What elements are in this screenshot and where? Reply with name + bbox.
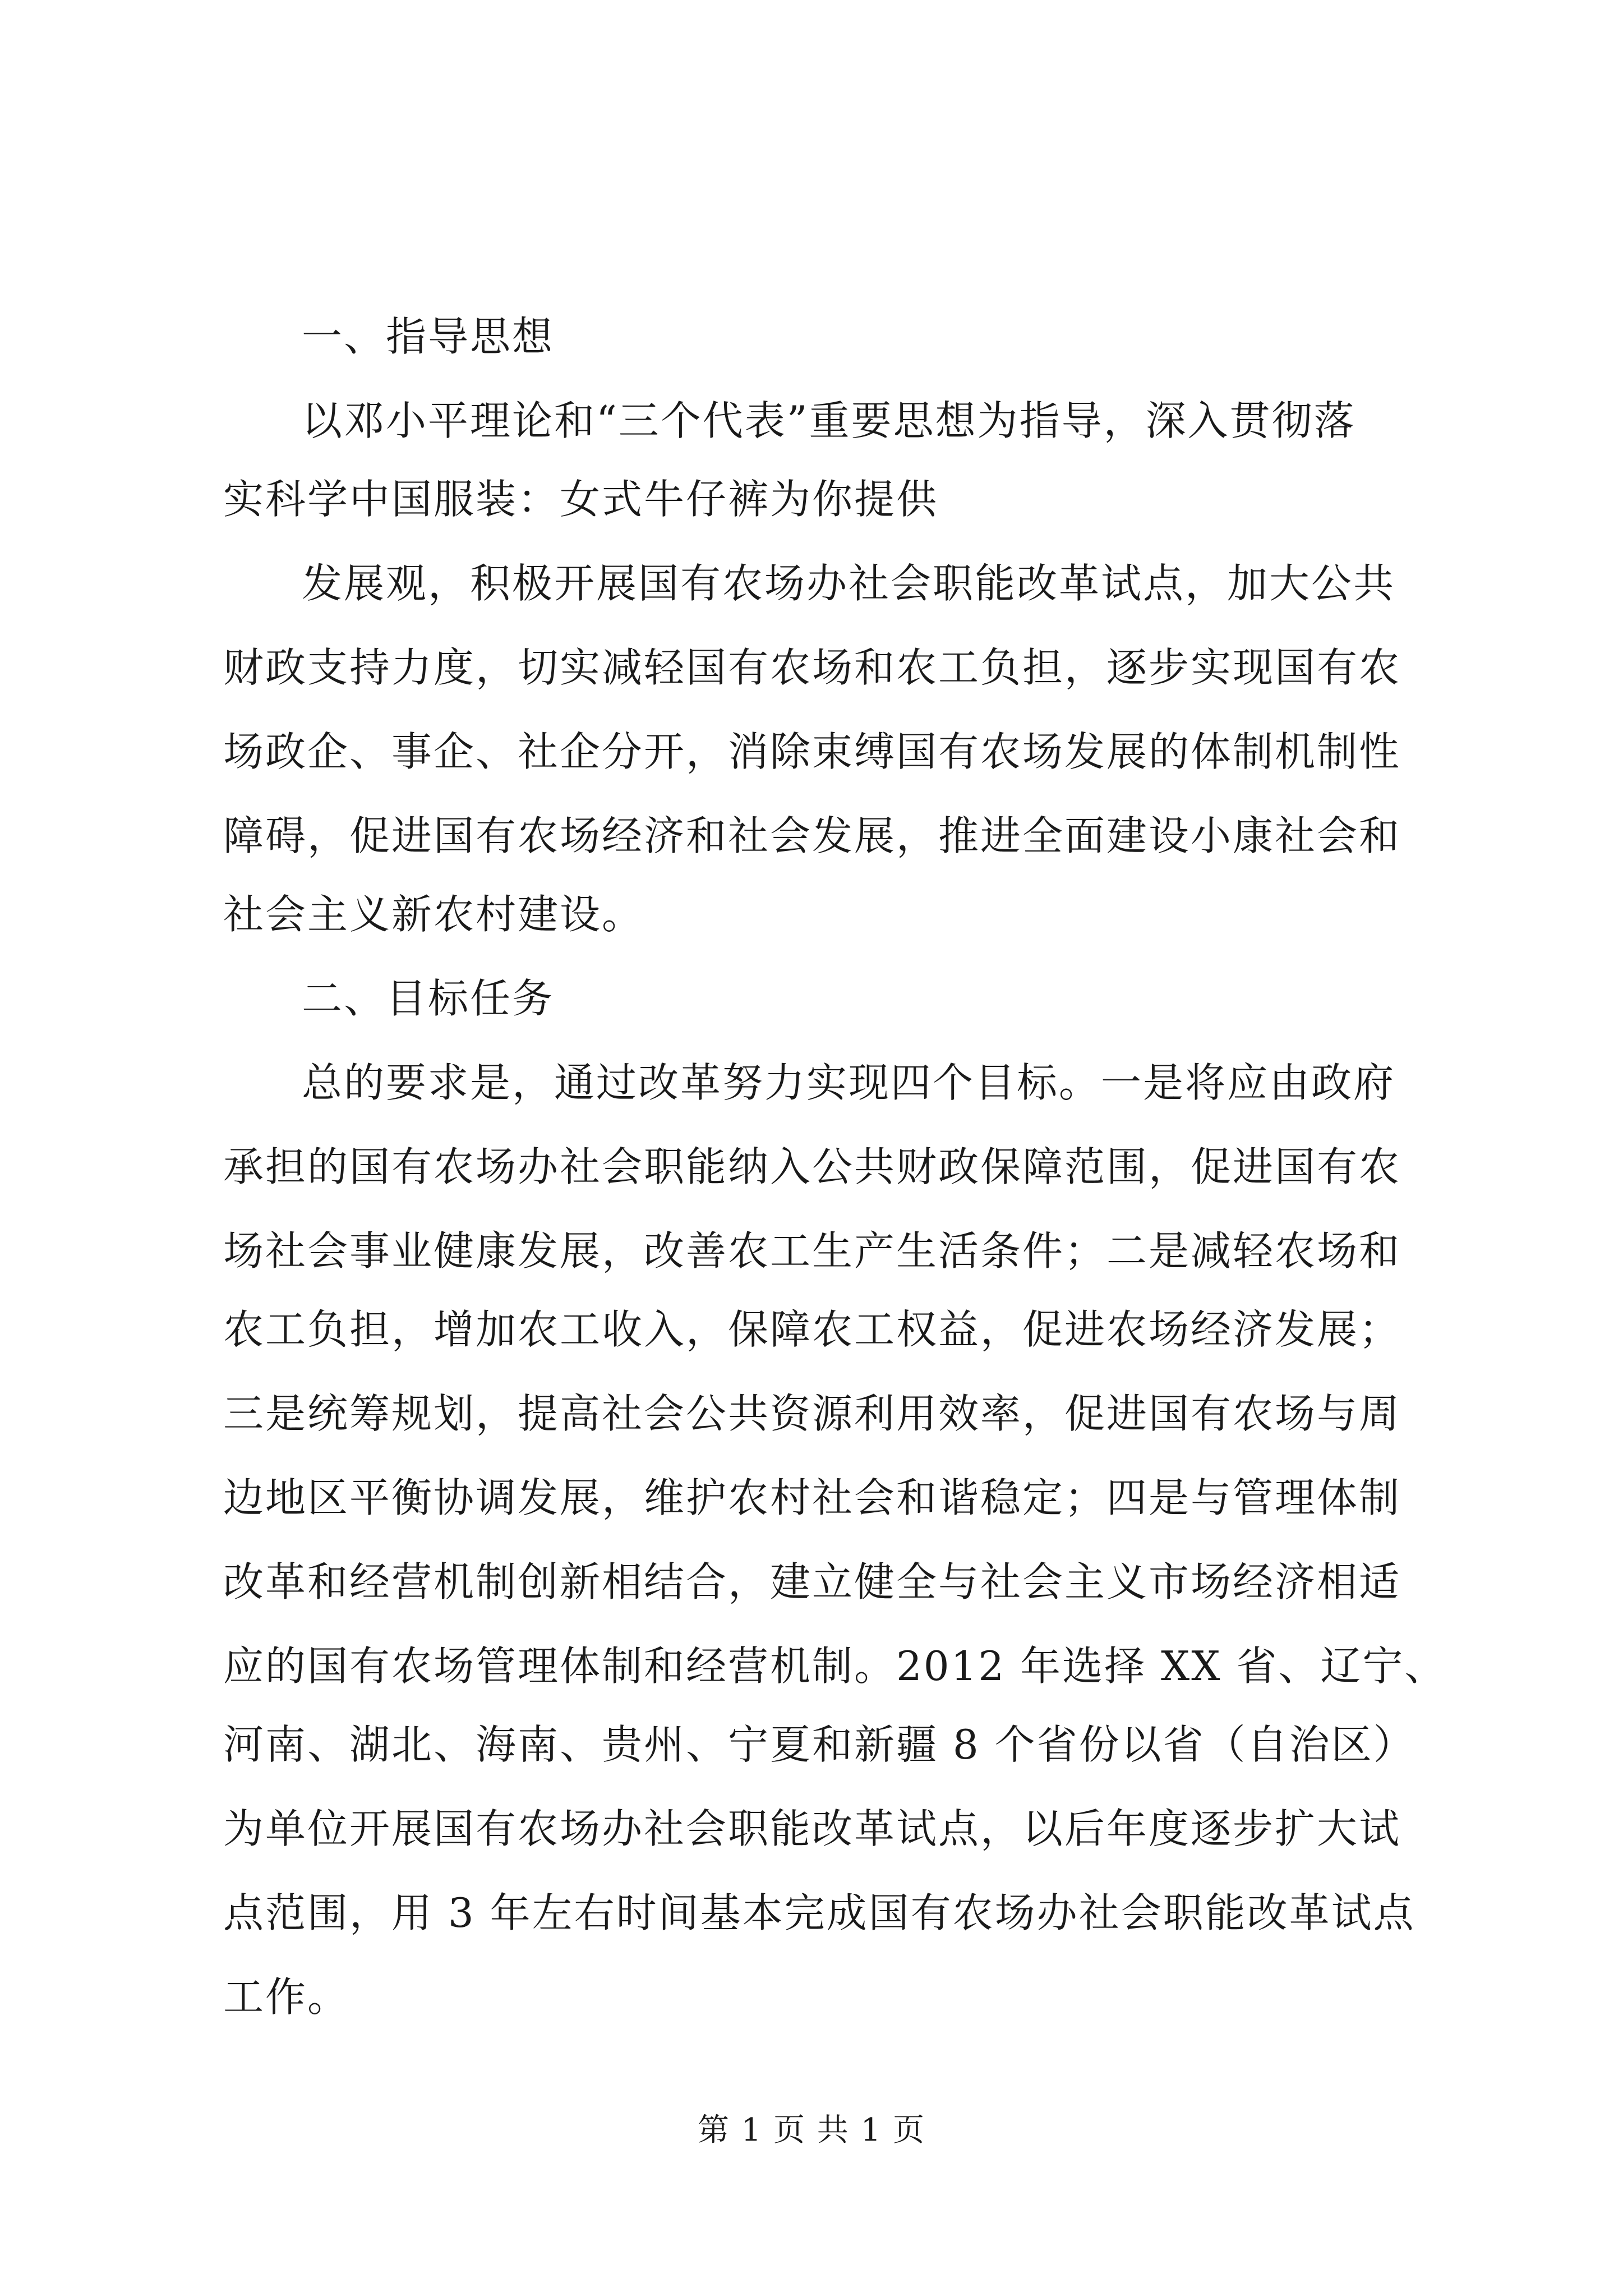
paragraph-line: 发展观，积极开展国有农场办社会职能改革试点，加大公共 — [302, 560, 1396, 607]
paragraph-line: 财政支持力度，切实减轻国有农场和农工负担，逐步实现国有农 — [223, 644, 1401, 691]
paragraph-line: 以邓小平理论和“三个代表”重要思想为指导，深入贯彻落 — [302, 397, 1356, 444]
paragraph-line: 河南、湖北、海南、贵州、宁夏和新疆 8 个省份以省（自治区） — [223, 1721, 1415, 1768]
paragraph-line: 工作。 — [223, 1973, 350, 2021]
paragraph-line: 应的国有农场管理体制和经营机制。2012 年选择 XX 省、辽宁、 — [223, 1642, 1447, 1690]
heading-guiding-ideology: 一、指导思想 — [302, 313, 555, 360]
paragraph-line: 社会主义新农村建设。 — [223, 891, 644, 938]
paragraph-line: 点范围，用 3 年左右时间基本完成国有农场办社会职能改革试点 — [223, 1889, 1415, 1936]
heading-goals-tasks: 二、目标任务 — [302, 975, 555, 1022]
paragraph-line: 总的要求是，通过改革努力实现四个目标。一是将应由政府 — [302, 1059, 1396, 1106]
paragraph-line: 边地区平衡协调发展，维护农村社会和谐稳定；四是与管理体制 — [223, 1474, 1401, 1521]
paragraph-line: 实科学中国服装：女式牛仔裤为你提供 — [223, 476, 939, 523]
paragraph-line: 场政企、事企、社企分开，消除束缚国有农场发展的体制机制性 — [223, 728, 1401, 775]
paragraph-line: 场社会事业健康发展，改善农工生产生活条件；二是减轻农场和 — [223, 1227, 1401, 1274]
paragraph-line: 三是统筹规划，提高社会公共资源利用效率，促进国有农场与周 — [223, 1390, 1401, 1437]
paragraph-line: 承担的国有农场办社会职能纳入公共财政保障范围，促进国有农 — [223, 1143, 1401, 1190]
paragraph-line: 改革和经营机制创新相结合，建立健全与社会主义市场经济相适 — [223, 1558, 1401, 1605]
page-footer: 第 1 页 共 1 页 — [697, 2112, 926, 2148]
paragraph-line: 障碍，促进国有农场经济和社会发展，推进全面建设小康社会和 — [223, 812, 1401, 859]
paragraph-line: 农工负担，增加农工收入，保障农工权益，促进农场经济发展； — [223, 1306, 1401, 1353]
paragraph-line: 为单位开展国有农场办社会职能改革试点，以后年度逐步扩大试 — [223, 1805, 1401, 1852]
